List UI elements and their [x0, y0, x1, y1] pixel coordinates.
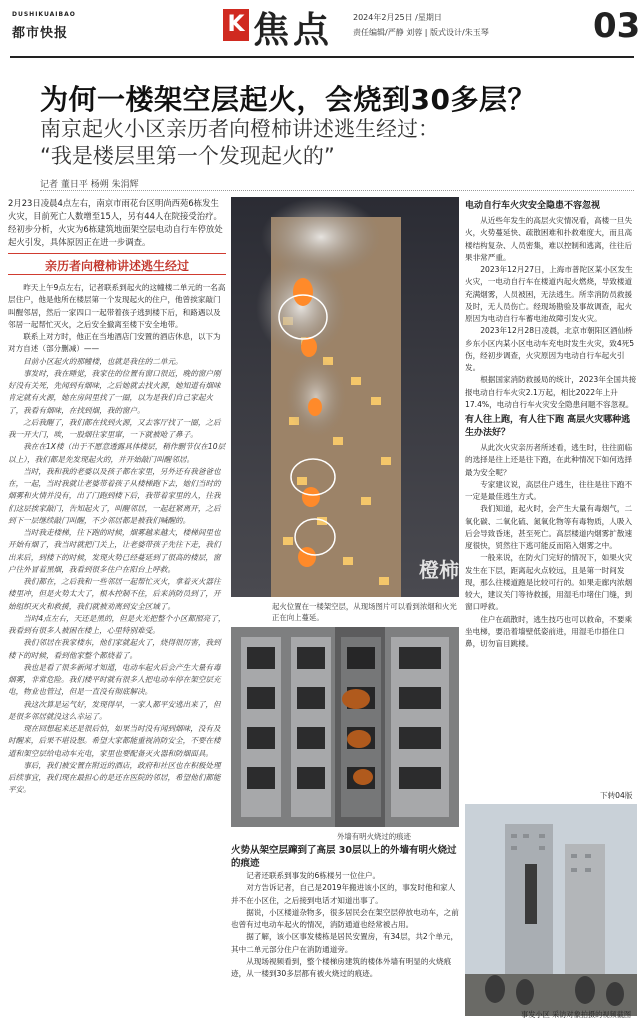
middle-paragraph: 对方告诉记者，自己是2019年搬进该小区的，事发时他和家人并不在小区住，之后接到电话才知道出事了。 — [231, 883, 456, 905]
photo-caption-1: 起火位置在一楼架空层，从现场图片可以看到浓烟和火光正在向上蔓延。 — [272, 602, 457, 622]
continued-notice: 下转04版 — [600, 791, 633, 800]
left-paragraph: 我这次算是运气好，发现得早，一家人都平安逃出来了，但是很多邻居就没这么幸运了。 — [8, 699, 221, 721]
burning-building-image — [231, 197, 459, 597]
left-paragraph: 事后，我们被安置在附近的酒店，政府和社区也在积极处理后续事宜，我们现在最担心的是还在医院的邻居，希望他们都能平安。 — [8, 760, 221, 795]
byline: 记者 董日平 杨朔 朱涓辉 — [40, 180, 139, 190]
fire-photo — [231, 197, 459, 597]
section-heading: 亲历者向橙柿讲述逃生经过 — [44, 259, 189, 273]
residential-towers-image — [465, 804, 637, 1016]
masthead — [0, 0, 644, 58]
masthead-rule — [10, 56, 634, 58]
byline-divider — [40, 190, 634, 191]
left-paragraph: 我们邻居在我家楼东，他们家就起火了，烧得很厉害，我到楼下的时候，看到他家整个都烧着了。 — [8, 638, 221, 660]
lead-paragraph: 2月23日凌晨4点左右，南京市雨花台区明尚西苑6栋发生火灾，目前死亡人数增至15人，另有44人在院接受治疗。经初步分析，火灾为6栋建筑地面架空层电动自行车停放处起火引发，具体原因正在进一步调查。 — [8, 198, 223, 247]
left-paragraph: 当时我走楼梯，往下跑的时候，烟雾越来越大，楼梯间里也开始有烟了，我当时就把门关上，让老婆带孩子先往下走，我们出来后，到楼下的时候，发现火势已经蔓延到了很高的楼层，窗户往外冒着黑烟，我看到很多住户在阳台上呼救。 — [8, 528, 221, 574]
right-paragraph: 根据国家消防救援局的统计，2023年全国共接报电动自行车火灾2.1万起，相比2022年上升17.4%，电动自行车火灾安全隐患问题不容忽视。 — [465, 375, 637, 409]
right-paragraph: 我们知道，起火时，会产生大量有毒烟气，二氧化碳、二氧化硫、氮氧化物等有毒物质，人吸入后会导致昏迷，甚至死亡。高层楼道内烟雾扩散速度很快，贸然往下逃可能反而陷入烟雾之中。 — [465, 504, 633, 550]
left-paragraph: 目前小区起火的那幢楼，也就是我住的二单元。 — [23, 356, 183, 366]
brand-english: DUSHIKUAIBAO — [12, 11, 76, 18]
left-paragraph: 事发时，我在睡觉，我家住的位置有窗口很近，晚的窗户刚好没有关死，先闻到有烟味，之后她就去找火源，她知道有烟味肯定就有火源，她在房间里找了一圈，以为是我们自己家起火了，我看有烟味，在找到烟，我的窗户。 — [8, 368, 221, 415]
subhead-line-1: 南京起火小区亲历者向橙柿讲述逃生经过： — [40, 117, 439, 141]
middle-subheading: 火势从架空层蹿到了高层 30层以上的外墙有明火烧过的痕迹 — [231, 845, 457, 869]
left-paragraph: 当时，我和我的老婆以及孩子都在家里，另外还有我爸爸也在，一起，当时我就让老婆带着孩子从楼梯跑下去，她们当时的烟雾和火情并没有，出了门跑到楼下后，我带着家里的人，往我们这层挨家敲门，告知起火了，叫醒邻居，一起赶紧离开，之后到下一层继续敲门叫醒，不少邻居都是被我们喊醒的。 — [8, 466, 221, 525]
photo-caption-3: 事发小区 采访对象拍摄的视频截图 — [521, 1010, 632, 1019]
left-paragraph: 我在在1X楼（出于不愿意透露具体楼层，稍作删节仅在10层以上），我们都是先发现起火的，并开始敲门叫醒邻居。 — [8, 442, 226, 464]
brand-chinese: 都市快报 — [12, 26, 69, 41]
left-paragraph: 昨天上午9点左右，记者联系到起火的这幢楼二单元的一名高层住户，他是他所在楼层第一个发现起火的住户，他曾挨家敲门叫醒邻居，然后一家四口一起带着孩子逃到楼下后，和路遇以及邻居一起帮忙灭火，之后安全撤离至楼下安全地带。 — [8, 283, 226, 329]
right-paragraph: 2023年12月27日，上海市普陀区某小区发生火灾，一电动自行车在楼道内起火燃烧，导致楼道充满烟雾，人员被困，无法逃生。所幸消防员救援及时，无人员伤亡。经现场勘验及事故调查，起火原因为电动自行车蓄电池故障引发火灾。 — [465, 265, 633, 323]
subheadline — [40, 116, 439, 170]
page-number: 03 — [593, 6, 641, 46]
left-paragraph: 我也是看了很多新闻才知道，电动车起火后会产生大量有毒烟雾，非常危险。我们楼平时就有很多人把电动车停在架空层充电，物业也管过，但是一直没有彻底解决。 — [8, 662, 221, 697]
right-column — [465, 197, 637, 650]
middle-paragraph: 从现场视频看到，整个楼梯房建筑的楼体外墙有明显的火烧痕迹，从一楼到30多层都有被火烧过的痕迹。 — [231, 956, 452, 978]
section-rule-bottom — [8, 274, 226, 275]
left-paragraph: 当时4点左右，天还是黑的，但是火光把整个小区都照亮了，我看到有很多人被困在楼上，心里特别难受。 — [8, 613, 226, 635]
left-column — [8, 282, 226, 1022]
photo-watermark: 橙柿 — [419, 558, 459, 582]
middle-column — [231, 870, 459, 980]
left-paragraph: 现在回想起来还是很后怕，如果当时没有闻到烟味，没有及时醒来，后果不堪设想。希望大家都能重视消防安全，不要在楼道和架空层给电动车充电，家里也要配备灭火器和防烟面具。 — [8, 724, 221, 758]
section-rule-top — [8, 253, 226, 254]
editor-credits: 责任编辑/严静 刘蓉 | 版式设计/朱玉琴 — [353, 28, 489, 37]
headline: 为何一楼架空层起火，会烧到30多层？ — [40, 83, 536, 116]
brand-logo: K — [223, 9, 249, 41]
community-photo — [465, 804, 637, 1016]
left-paragraph: 之后我醒了，我们都在找到火源，又去客厅找了一圈，之后我一开大门，唉，一股烟往家里窜，一下就被呛了鼻子。 — [8, 417, 221, 439]
subhead-line-2: “我是楼层里第一个发现起火的” — [40, 144, 335, 168]
left-paragraph: 我们都在，之后我和一些邻居一起帮忙灭火，拿着灭火器往楼里冲，但是火势太大了，根本控制不住，后来消防员到了，开始组织灭火和救援，我们就被劝离到安全区域了。 — [8, 577, 221, 611]
right-subheading: 有人往上跑，有人往下跑 高层火灾哪种逃生办法好？ — [465, 415, 631, 438]
middle-paragraph: 据了解，该小区事发楼栋是居民安置房，有34层，共2个单元，其中二单元部分住户在消防通道旁。 — [231, 932, 459, 954]
left-paragraph: 联系上对方时，他正在当地酒店门安置的酒店休息，以下为对方自述（部分删减）—— — [8, 332, 221, 354]
section-title: 焦点 — [253, 9, 334, 51]
facade-photo — [231, 627, 459, 827]
issue-date: 2024年2月25日 /星期日 — [353, 13, 442, 22]
right-subheading: 电动自行车火灾安全隐患不容忽视 — [465, 201, 601, 211]
right-paragraph: 一般来说，在防火门完好的情况下，如果火灾发生在下层，距离起火点较远，且是第一时间发现，那么往楼道跑是比较可行的。如果走廊内浓烟较大，建议关门等待救援，用湿毛巾堵住门缝，到窗口呼救。 — [465, 553, 633, 612]
scorched-facade-image — [231, 627, 459, 827]
photo-caption-2: 外墙有明火烧过的痕迹 — [337, 832, 411, 841]
middle-paragraph: 记者还联系到事发的6栋楼另一位住户。 — [246, 871, 381, 880]
right-paragraph: 从近些年发生的高层火灾情况看，高楼一旦失火，火势蔓延快、疏散困难和扑救难度大，而且高楼结构复杂、人员密集，难以控制和逃离，往往后果非常严重。 — [465, 216, 633, 262]
middle-paragraph: 据说，小区楼道杂物多，很多居民会在架空层停放电动车，之前也曾有过电动车起火的情况，消防通道也经常被占用。 — [231, 907, 459, 929]
right-paragraph: 2023年12月28日凌晨，北京市朝阳区酒仙桥乡东小区内某小区电动车充电时发生火灾，致4死5伤，经初步调查，火灾原因为电动自行车起火引发。 — [465, 326, 635, 372]
right-paragraph: 从此次火灾亲历者所述看，逃生时，往往面临的选择是往上还是往下跑，在此种情况下如何选择最为安全呢？ — [465, 443, 633, 477]
right-paragraph: 专家建议说，高层住户逃生，往往是往下跑不一定是最佳逃生方式。 — [465, 479, 633, 501]
right-paragraph: 住户在疏散时，逃生技巧也可以救命，不要乘坐电梯，要沿着墙壁低姿前进，用湿毛巾捂住口鼻，切勿盲目跳楼。 — [465, 614, 633, 648]
